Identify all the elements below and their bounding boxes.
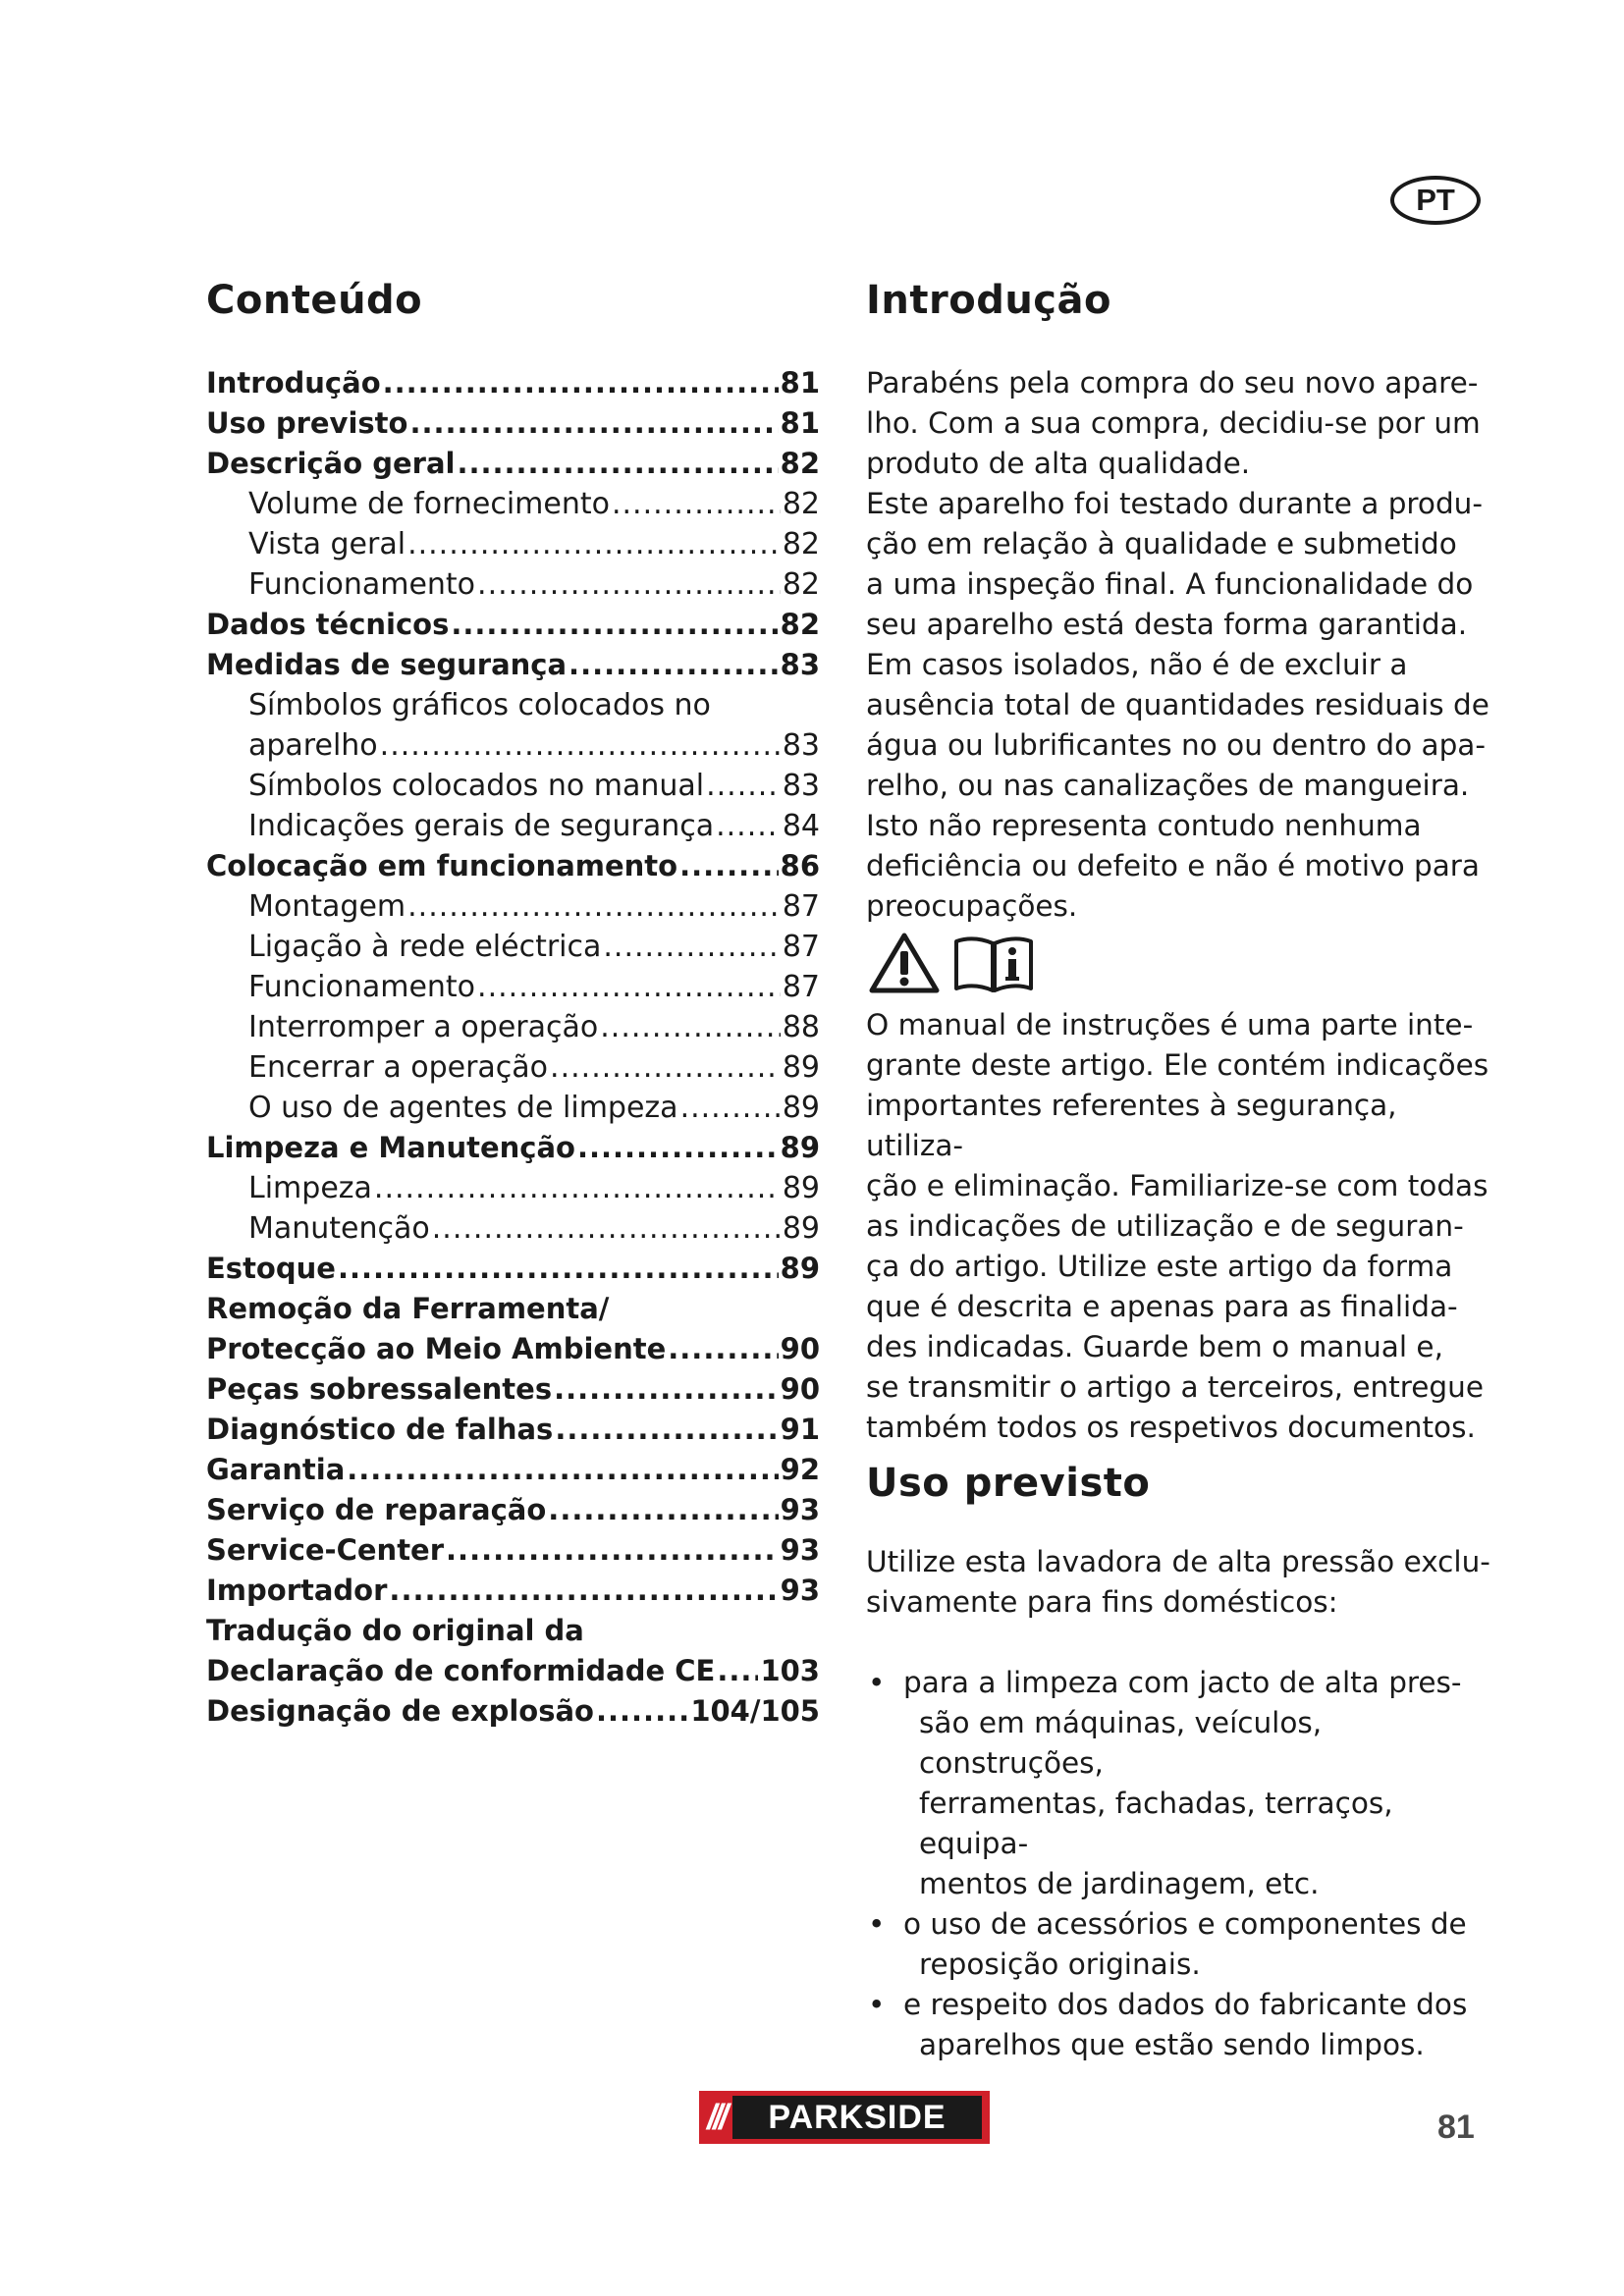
toc-row	[206, 1329, 820, 1369]
symbols-row	[868, 931, 1494, 999]
intro-line: Este aparelho foi testado durante a produ-	[866, 487, 1484, 520]
intro-line: deficiência ou defeito e não é motivo para	[866, 849, 1481, 882]
toc-leader-dots	[380, 725, 781, 766]
toc-row	[206, 1128, 820, 1168]
toc-page-number: 82	[780, 447, 820, 480]
toc-leader-dots	[577, 1128, 779, 1168]
toc-page-number: 89	[782, 1211, 820, 1246]
toc-label: Designação de explosão	[206, 1694, 594, 1728]
toc-page-number: 83	[780, 648, 820, 681]
toc-row	[206, 725, 820, 766]
toc-label: Garantia	[206, 1453, 346, 1486]
intro-line: importantes referentes à segurança, utiliza-	[866, 1089, 1397, 1162]
bullet-text: são em máquinas, veículos, construções,	[919, 1706, 1323, 1780]
toc-label: Interromper a operação	[248, 1010, 599, 1044]
page-number: 81	[1437, 2109, 1475, 2146]
intro-line: ção e eliminação. Familiarize-se com todas	[866, 1169, 1489, 1202]
toc-row	[206, 484, 820, 524]
toc-leader-dots	[603, 927, 780, 967]
toc-page-number: 89	[780, 1131, 820, 1164]
toc-label: Serviço de reparação	[206, 1493, 547, 1526]
logo-slashes: ///	[707, 2097, 726, 2137]
toc-row	[206, 1691, 820, 1732]
toc-row	[206, 1047, 820, 1088]
toc-label: Símbolos gráficos colocados no	[248, 688, 711, 722]
toc-label: Tradução do original da	[206, 1614, 584, 1647]
toc-row	[206, 1571, 820, 1611]
list-item	[866, 1663, 1494, 1904]
intro-line: lho. Com a sua compra, decidiu-se por um	[866, 406, 1481, 440]
toc-label: Volume de fornecimento	[248, 487, 610, 521]
toc-row	[206, 1530, 820, 1571]
toc-leader-dots	[568, 645, 779, 685]
right-column	[866, 265, 1494, 2065]
table-of-contents	[206, 265, 820, 1732]
intro-line: Em casos isolados, não é de excluir a	[866, 648, 1408, 681]
toc-row	[206, 1490, 820, 1530]
toc-label: Indicações gerais de segurança	[248, 809, 715, 843]
intro-line: preocupações.	[866, 889, 1078, 923]
toc-row	[206, 645, 820, 685]
toc-leader-dots	[374, 1168, 781, 1208]
toc-page-number: 83	[782, 728, 820, 763]
toc-label: Funcionamento	[248, 970, 476, 1004]
intro-line: as indicações de utilização e de seguran-	[866, 1209, 1464, 1243]
toc-label: Limpeza	[248, 1171, 372, 1205]
bullet-dot-icon: •	[868, 1988, 886, 2021]
bullet-text: ferramentas, fachadas, terraços, equipa-	[919, 1787, 1393, 1860]
uso-line: sivamente para fins domésticos:	[866, 1585, 1338, 1619]
toc-leader-dots	[548, 1490, 778, 1530]
toc-row	[206, 524, 820, 564]
toc-label: Vista geral	[248, 527, 406, 561]
toc-title: Conteúdo	[206, 278, 423, 323]
toc-label: Medidas de segurança	[206, 648, 568, 681]
toc-row	[206, 1007, 820, 1047]
toc-page-number: 89	[782, 1050, 820, 1085]
toc-page-number: 90	[780, 1372, 820, 1406]
intro-line: que é descrita e apenas para as finalida-	[866, 1290, 1458, 1323]
toc-leader-dots	[706, 766, 781, 806]
toc-page-number: 92	[780, 1453, 820, 1486]
read-manual-icon	[952, 932, 1035, 998]
toc-label: Introdução	[206, 366, 381, 400]
intro-line: produto de alta qualidade.	[866, 447, 1251, 480]
toc-row	[206, 967, 820, 1007]
intro-line: a uma inspeção final. A funcionalidade do	[866, 567, 1474, 601]
toc-page-number: 103	[760, 1654, 820, 1687]
toc-label: Ligação à rede eléctrica	[248, 930, 602, 964]
toc-page-number: 104/105	[690, 1694, 820, 1728]
toc-label: Estoque	[206, 1252, 336, 1285]
toc-row	[206, 403, 820, 444]
toc-label: Peças sobressalentes	[206, 1372, 553, 1406]
toc-row	[206, 806, 820, 846]
toc-row	[206, 1651, 820, 1691]
toc-leader-dots	[338, 1249, 779, 1289]
intro-line: também todos os respetivos documentos.	[866, 1411, 1476, 1444]
toc-row	[206, 1369, 820, 1410]
toc-leader-dots	[596, 1691, 688, 1732]
toc-leader-dots	[407, 886, 781, 927]
bullet-dot-icon: •	[868, 1666, 886, 1699]
bullet-text: e respeito dos dados do fabricante dos	[903, 1988, 1468, 2021]
toc-leader-dots	[716, 806, 781, 846]
toc-row	[206, 444, 820, 484]
toc-label: Limpeza e Manutenção	[206, 1131, 575, 1164]
toc-row	[206, 927, 820, 967]
toc-row	[206, 1289, 820, 1329]
toc-page-number: 90	[780, 1332, 820, 1365]
intro-paragraph-1	[866, 363, 1494, 927]
toc-label: Declaração de conformidade CE	[206, 1654, 716, 1687]
toc-label: Diagnóstico de falhas	[206, 1413, 554, 1446]
intro-line: se transmitir o artigo a terceiros, entregue	[866, 1370, 1484, 1404]
warning-triangle-icon	[868, 932, 941, 998]
toc-label: O uso de agentes de limpeza	[248, 1091, 678, 1125]
intro-line: O manual de instruções é uma parte inte-	[866, 1008, 1474, 1041]
toc-leader-dots	[407, 524, 781, 564]
toc-row	[206, 685, 820, 725]
toc-row	[206, 1611, 820, 1651]
toc-row	[206, 1168, 820, 1208]
bullet-text: aparelhos que estão sendo limpos.	[919, 2028, 1425, 2061]
toc-row	[206, 1450, 820, 1490]
toc-row	[206, 1208, 820, 1249]
toc-leader-dots	[383, 363, 779, 403]
intro-heading: Introdução	[866, 278, 1111, 323]
intro-paragraph-2	[866, 1005, 1494, 1448]
toc-page-number: 88	[782, 1010, 820, 1044]
intro-line: Parabéns pela compra do seu novo apare-	[866, 366, 1479, 400]
toc-label: Service-Center	[206, 1533, 445, 1567]
intro-line: des indicadas. Guarde bem o manual e,	[866, 1330, 1443, 1363]
toc-page-number: 82	[782, 527, 820, 561]
toc-leader-dots	[432, 1208, 781, 1249]
list-item	[866, 1904, 1494, 1985]
intro-line: ça do artigo. Utilize este artigo da forma	[866, 1250, 1453, 1283]
intro-line: ausência total de quantidades residuais de	[866, 688, 1489, 721]
toc-page-number: 82	[782, 567, 820, 602]
toc-label: Funcionamento	[248, 567, 476, 602]
bullet-text: para a limpeza com jacto de alta pres-	[903, 1666, 1462, 1699]
list-item	[866, 1985, 1494, 2065]
toc-page-number: 93	[780, 1533, 820, 1567]
intro-line: seu aparelho está desta forma garantida.	[866, 608, 1468, 641]
uso-bullet-list	[866, 1663, 1494, 2065]
parkside-logo	[699, 2091, 990, 2144]
uso-paragraph	[866, 1542, 1494, 1623]
toc-label: Importador	[206, 1574, 388, 1607]
language-badge: PT	[1390, 176, 1481, 225]
toc-page-number: 82	[782, 487, 820, 521]
toc-leader-dots	[347, 1450, 778, 1490]
toc-row	[206, 1249, 820, 1289]
bullet-text: mentos de jardinagem, etc.	[919, 1867, 1320, 1900]
toc-page-number: 91	[780, 1413, 820, 1446]
toc-leader-dots	[409, 403, 778, 444]
toc-leader-dots	[612, 484, 781, 524]
toc-page-number: 93	[780, 1574, 820, 1607]
toc-page-number: 87	[782, 889, 820, 924]
bullet-dot-icon: •	[868, 1907, 886, 1941]
toc-row	[206, 605, 820, 645]
intro-line: relho, ou nas canalizações de mangueira.	[866, 769, 1470, 802]
toc-row	[206, 363, 820, 403]
toc-row	[206, 846, 820, 886]
toc-label: aparelho	[248, 728, 378, 763]
toc-page-number: 86	[780, 849, 820, 882]
toc-leader-dots	[680, 1088, 781, 1128]
toc-page-number: 89	[782, 1171, 820, 1205]
intro-line: ção em relação à qualidade e submetido	[866, 527, 1457, 561]
uso-line: Utilize esta lavadora de alta pressão exclu-	[866, 1545, 1490, 1578]
toc-page-number: 87	[782, 930, 820, 964]
toc-leader-dots	[679, 846, 779, 886]
toc-list	[206, 363, 820, 1732]
toc-label: Dados técnicos	[206, 608, 450, 641]
toc-row	[206, 766, 820, 806]
toc-leader-dots	[600, 1007, 781, 1047]
bullet-text: o uso de acessórios e componentes de	[903, 1907, 1467, 1941]
toc-label: Manutenção	[248, 1211, 430, 1246]
toc-page-number: 89	[780, 1252, 820, 1285]
logo-name: PARKSIDE	[732, 2096, 982, 2139]
intro-line: grante deste artigo. Ele contém indicações	[866, 1048, 1489, 1082]
toc-label: Descrição geral	[206, 447, 456, 480]
toc-page-number: 84	[782, 809, 820, 843]
toc-leader-dots	[477, 564, 781, 605]
toc-leader-dots	[554, 1369, 779, 1410]
intro-line: água ou lubrificantes no ou dentro do apa-	[866, 728, 1487, 762]
toc-page-number: 83	[782, 769, 820, 803]
toc-row	[206, 1088, 820, 1128]
toc-page-number: 93	[780, 1493, 820, 1526]
toc-label: Símbolos colocados no manual	[248, 769, 705, 803]
toc-leader-dots	[457, 444, 778, 484]
toc-label: Protecção ao Meio Ambiente	[206, 1332, 667, 1365]
toc-page-number: 87	[782, 970, 820, 1004]
toc-leader-dots	[477, 967, 781, 1007]
toc-leader-dots	[668, 1329, 778, 1369]
toc-page-number: 82	[780, 608, 820, 641]
intro-line: Isto não representa contudo nenhuma	[866, 809, 1422, 842]
toc-label: Colocação em funcionamento	[206, 849, 678, 882]
toc-row	[206, 886, 820, 927]
toc-leader-dots	[446, 1530, 779, 1571]
toc-row	[206, 564, 820, 605]
toc-label: Encerrar a operação	[248, 1050, 549, 1085]
toc-row	[206, 1410, 820, 1450]
toc-leader-dots	[451, 605, 778, 645]
toc-page-number: 81	[780, 366, 820, 400]
toc-page-number: 81	[780, 406, 820, 440]
toc-leader-dots	[550, 1047, 781, 1088]
toc-leader-dots	[717, 1651, 758, 1691]
toc-label: Remoção da Ferramenta/	[206, 1292, 610, 1325]
toc-label: Montagem	[248, 889, 406, 924]
uso-heading: Uso previsto	[866, 1461, 1151, 1506]
toc-label: Uso previsto	[206, 406, 408, 440]
toc-page-number: 89	[782, 1091, 820, 1125]
toc-leader-dots	[555, 1410, 778, 1450]
bullet-text: reposição originais.	[919, 1948, 1201, 1981]
toc-leader-dots	[389, 1571, 778, 1611]
